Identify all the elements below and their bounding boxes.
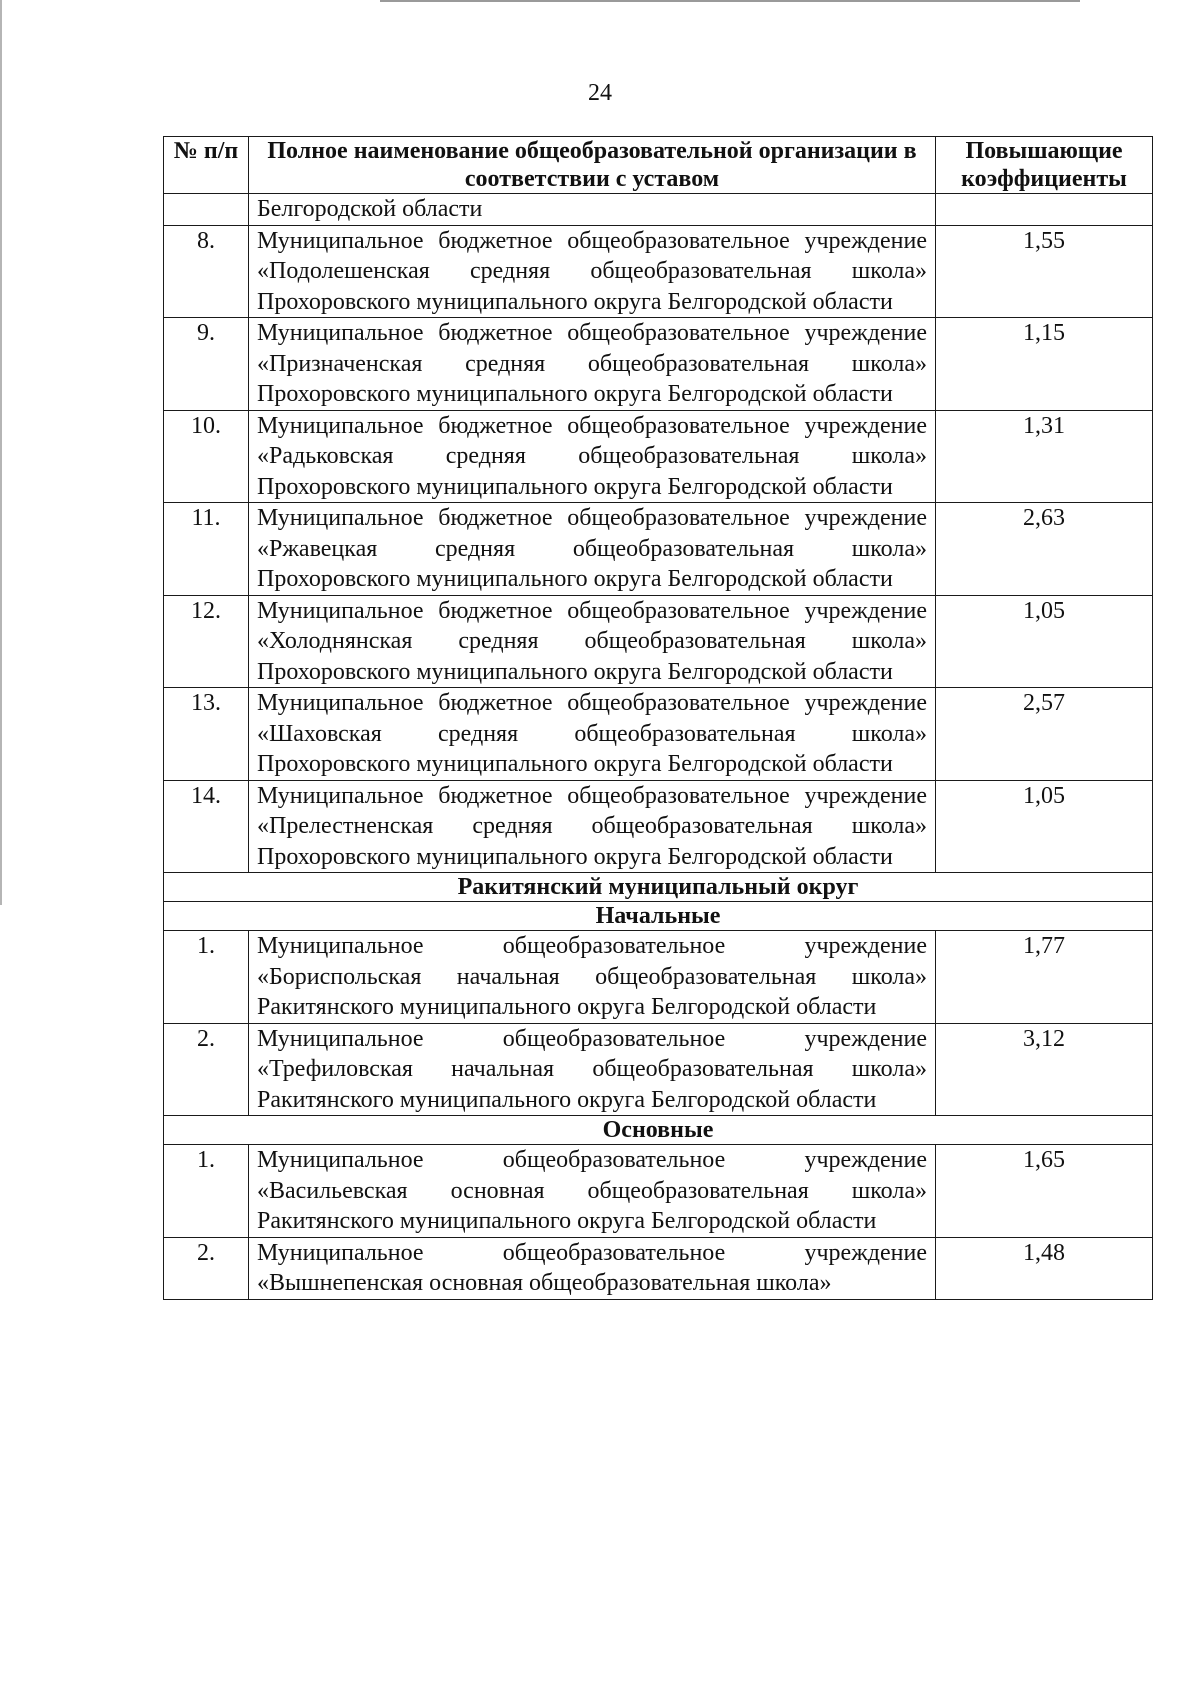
cell-coef: 1,77 <box>936 931 1153 1024</box>
section-row-primary <box>164 902 1153 931</box>
header-coef: Повышающие коэффициенты <box>936 137 1153 194</box>
cell-name: Муниципальное бюджетное общеобразовательное учреждение «Призначенская средняя общеобразовательная школа» Прохоровского муниципального округа Белгородской области <box>249 318 936 411</box>
table-row <box>164 780 1153 873</box>
cell-coef: 2,63 <box>936 503 1153 596</box>
table-row <box>164 410 1153 503</box>
table-row <box>164 1237 1153 1299</box>
cell-name: Муниципальное общеобразовательное учреждение «Вышнепенская основная общеобразовательная школа» <box>249 1237 936 1299</box>
cell-name: Муниципальное бюджетное общеобразовательное учреждение «Ржавецкая средняя общеобразовательная школа» Прохоровского муниципального округа Белгородской области <box>249 503 936 596</box>
table-row <box>164 1145 1153 1238</box>
cell-name: Белгородской области <box>249 194 936 226</box>
cell-num: 1. <box>164 931 249 1024</box>
cell-name: Муниципальное бюджетное общеобразовательное учреждение «Шаховская средняя общеобразовательная школа» Прохоровского муниципального округа Белгородской области <box>249 688 936 781</box>
cell-coef: 1,05 <box>936 780 1153 873</box>
cell-num: 1. <box>164 1145 249 1238</box>
cell-num: 2. <box>164 1023 249 1116</box>
table-row <box>164 225 1153 318</box>
cell-num: 11. <box>164 503 249 596</box>
primary-heading: Начальные <box>164 902 1153 931</box>
schools-coefficients-table <box>163 136 1153 1300</box>
header-name: Полное наименование общеобразовательной организации в соответствии с уставом <box>249 137 936 194</box>
cell-coef: 1,55 <box>936 225 1153 318</box>
cell-name: Муниципальное общеобразовательное учреждение «Трефиловская начальная общеобразовательная школа» Ракитянского муниципального округа Белгородской области <box>249 1023 936 1116</box>
table-row <box>164 318 1153 411</box>
cell-num: 13. <box>164 688 249 781</box>
cell-name: Муниципальное общеобразовательное учреждение «Бориспольская начальная общеобразовательная школа» Ракитянского муниципального округа Белгородской области <box>249 931 936 1024</box>
cell-coef: 3,12 <box>936 1023 1153 1116</box>
table-header-row <box>164 137 1153 194</box>
header-num: № п/п <box>164 137 249 194</box>
cell-num: 14. <box>164 780 249 873</box>
cell-num <box>164 194 249 226</box>
cell-num: 2. <box>164 1237 249 1299</box>
section-row-district <box>164 873 1153 902</box>
cell-name: Муниципальное бюджетное общеобразовательное учреждение «Радьковская средняя общеобразовательная школа» Прохоровского муниципального округа Белгородской области <box>249 410 936 503</box>
table-row <box>164 595 1153 688</box>
cell-coef: 1,31 <box>936 410 1153 503</box>
table-row-continuation <box>164 194 1153 226</box>
cell-num: 9. <box>164 318 249 411</box>
table-row <box>164 688 1153 781</box>
cell-num: 12. <box>164 595 249 688</box>
cell-coef <box>936 194 1153 226</box>
cell-num: 10. <box>164 410 249 503</box>
cell-num: 8. <box>164 225 249 318</box>
scan-edge-top <box>380 0 1080 2</box>
cell-name: Муниципальное общеобразовательное учреждение «Васильевская основная общеобразовательная школа» Ракитянского муниципального округа Белгородской области <box>249 1145 936 1238</box>
cell-coef: 1,15 <box>936 318 1153 411</box>
page-number: 24 <box>588 80 612 106</box>
table-row <box>164 503 1153 596</box>
scan-edge-left <box>0 0 2 905</box>
cell-coef: 2,57 <box>936 688 1153 781</box>
district-heading: Ракитянский муниципальный округ <box>164 873 1153 902</box>
cell-coef: 1,05 <box>936 595 1153 688</box>
section-row-basic <box>164 1116 1153 1145</box>
cell-name: Муниципальное бюджетное общеобразовательное учреждение «Подолешенская средняя общеобразовательная школа» Прохоровского муниципального округа Белгородской области <box>249 225 936 318</box>
cell-name: Муниципальное бюджетное общеобразовательное учреждение «Холоднянская средняя общеобразовательная школа» Прохоровского муниципального округа Белгородской области <box>249 595 936 688</box>
cell-coef: 1,65 <box>936 1145 1153 1238</box>
table-row <box>164 1023 1153 1116</box>
basic-heading: Основные <box>164 1116 1153 1145</box>
cell-coef: 1,48 <box>936 1237 1153 1299</box>
cell-name: Муниципальное бюджетное общеобразовательное учреждение «Прелестненская средняя общеобразовательная школа» Прохоровского муниципального округа Белгородской области <box>249 780 936 873</box>
table-row <box>164 931 1153 1024</box>
